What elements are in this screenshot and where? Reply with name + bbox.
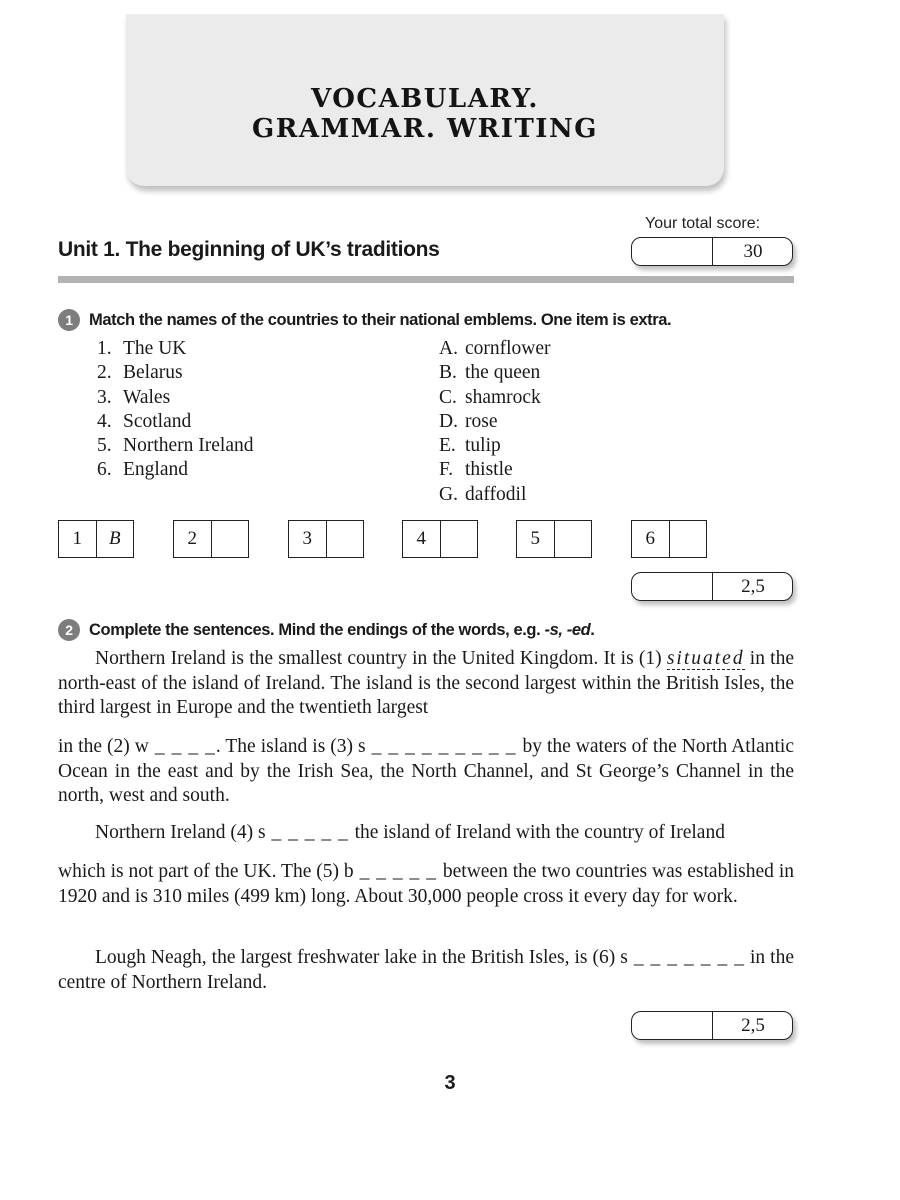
answer-input[interactable] [555,521,592,557]
task2-score-max: 2,5 [741,1015,765,1036]
text: between the two countries was established in 1920 and is 310 miles (499 km) long. About 30,000 people cross it every day for work. [58,861,794,907]
country-item [97,434,253,458]
item-number: 6. [97,459,112,481]
country-label: The UK [123,338,187,359]
item-letter: C. [439,386,457,408]
gap-2-blank[interactable]: _ _ _ _ [148,736,216,757]
task1-instruction: Match the names of the countries to their national emblems. One item is extra. [89,310,672,329]
text: in the (2) w [58,736,149,757]
page-number: 3 [444,1072,456,1094]
paragraph-2 [58,735,794,809]
instruction-example: -s, -ed [544,620,591,639]
section-title-line2: GRAMMAR. WRITING [252,114,598,144]
answer-box-5[interactable] [516,520,592,558]
emblems-list [439,337,551,507]
country-label: Scotland [123,410,192,432]
task1-number-badge: 1 [58,309,80,331]
gap-6-blank[interactable]: _ _ _ _ _ _ _ [627,947,746,968]
emblem-label: daffodil [465,483,527,505]
country-label: Belarus [123,362,183,384]
emblem-item [439,337,551,361]
answer-box-3[interactable] [288,520,364,558]
score-divider [712,1012,713,1039]
country-label: Wales [123,386,171,408]
task1-score-max: 2,5 [741,576,765,597]
unit-divider-rule [58,276,794,283]
text: by the waters of the North Atlantic Ocean in the east and by the Irish Sea, the North Channel, and St George’s Channel in the north, west and south. [58,736,794,806]
answer-number: 1 [59,521,97,557]
text: which is not part of the UK. The (5) b [58,861,354,882]
item-letter: E. [439,435,456,457]
emblem-label: rose [465,410,498,432]
answer-input[interactable] [670,521,707,557]
answer-box-6[interactable] [631,520,707,558]
task2-heading [58,619,594,641]
paragraph-3 [58,821,794,846]
answer-input[interactable] [441,521,478,557]
emblem-item [439,483,551,507]
task2-instruction [89,621,594,640]
emblem-item [439,386,551,410]
task2-score-box[interactable] [631,1011,793,1040]
answer-box-1[interactable] [58,520,134,558]
country-item [97,361,253,385]
country-label: Northern Ireland [123,435,254,457]
item-number: 3. [97,386,112,408]
countries-list [97,337,253,483]
text: in the north-east of the island of Ireland. The island is the second largest within the British Isles, the third largest in Europe and the twentieth largest [58,648,794,718]
emblem-label: the queen [465,362,541,384]
answer-number: 3 [289,521,327,557]
total-score-input[interactable] [632,238,712,265]
item-letter: F. [439,459,454,481]
country-item [97,337,253,361]
answer-number: 4 [403,521,441,557]
country-item [97,386,253,410]
score-divider [712,238,713,265]
text: the island of Ireland with the country of Ireland [354,822,725,843]
gap-4-blank[interactable]: _ _ _ _ _ [265,822,355,843]
task1-score-box[interactable] [631,572,793,601]
example-answer: situated [666,648,745,669]
section-title [126,84,724,144]
gap-3-blank[interactable]: _ _ _ _ _ _ _ _ _ [365,736,523,757]
item-letter: G. [439,483,458,505]
answer-number: 5 [517,521,555,557]
answer-number: 2 [174,521,212,557]
answer-box-4[interactable] [402,520,478,558]
paragraph-4 [58,860,794,909]
item-number: 1. [97,338,112,359]
country-item [97,458,253,482]
instruction-end: . [590,620,595,639]
score-divider [712,573,713,600]
emblem-label: tulip [465,435,501,457]
emblem-item [439,458,551,482]
item-number: 5. [97,435,112,457]
emblem-item [439,361,551,385]
instruction-text: Complete the sentences. Mind the endings of the words, e.g. [89,620,545,639]
emblem-label: cornflower [465,338,551,359]
paragraph-5 [58,946,794,995]
item-letter: D. [439,410,458,432]
answer-input[interactable]: B [108,528,121,549]
country-item [97,410,253,434]
text: in the centre of Northern Ireland. [58,947,794,993]
text: . The island is (3) s [215,736,366,757]
item-number: 2. [97,362,112,384]
unit-title: Unit 1. The beginning of UK’s traditions [58,238,440,261]
task1-heading [58,309,671,331]
emblem-item [439,434,551,458]
emblem-label: shamrock [465,386,541,408]
emblem-item [439,410,551,434]
text: Lough Neagh, the largest freshwater lake in the British Isles, is (6) s [95,947,628,968]
item-number: 4. [97,410,112,432]
total-score-label: Your total score: [645,215,761,232]
section-title-line1: VOCABULARY. [311,84,539,114]
task2-number-badge: 2 [58,619,80,641]
answer-number: 6 [632,521,670,557]
item-letter: B. [439,362,457,384]
total-score-max: 30 [743,241,763,262]
paragraph-1 [58,647,794,721]
country-label: England [123,459,188,481]
text: Northern Ireland (4) s [95,822,266,843]
emblem-label: thistle [465,459,513,481]
section-header-tab [126,14,724,186]
answer-box-2[interactable] [173,520,249,558]
answer-input[interactable] [327,521,364,557]
answer-input[interactable] [212,521,249,557]
item-letter: A. [439,338,458,359]
total-score-box[interactable] [631,237,793,266]
text: Northern Ireland is the smallest country in the United Kingdom. It is (1) [95,648,667,669]
gap-5-blank[interactable]: _ _ _ _ _ [353,861,443,882]
